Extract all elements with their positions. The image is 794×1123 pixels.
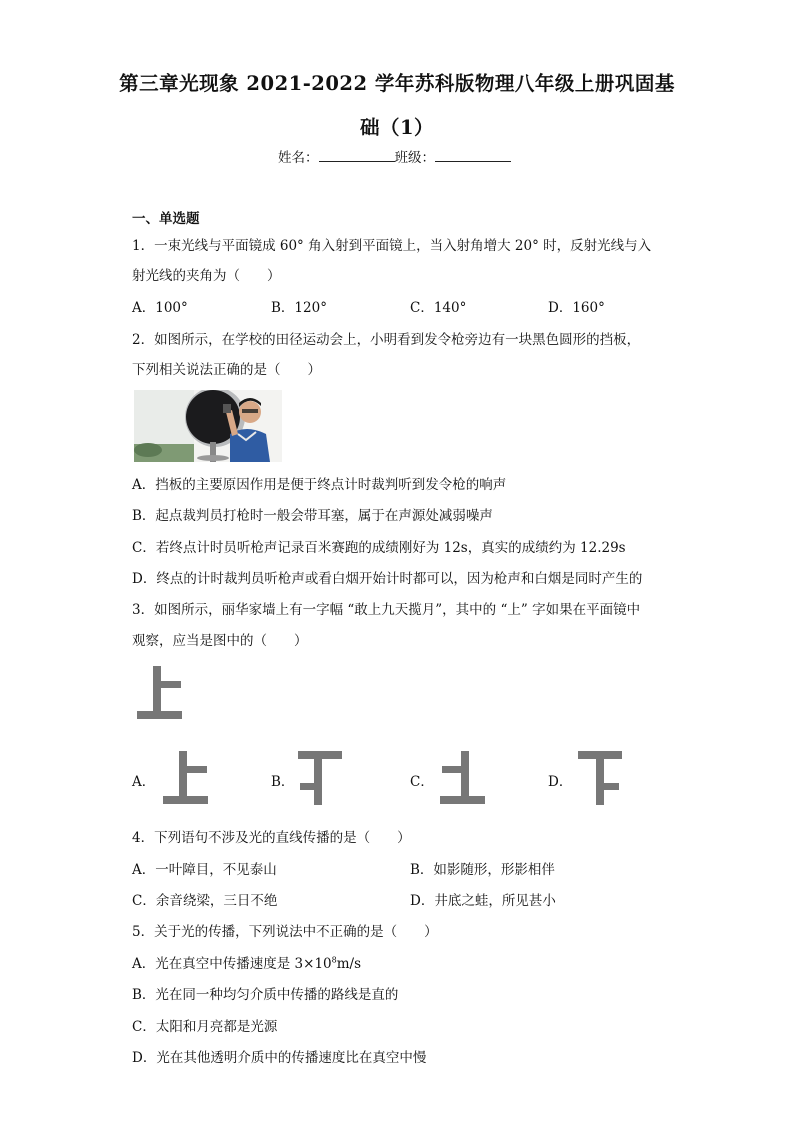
q4-option-d: D．井底之蛙，所见甚小 [410,893,556,909]
class-label: 班级： [394,150,435,166]
q3-option-b-label: B． [271,774,295,790]
original-character-figure [137,666,183,720]
q5-option-b: B．光在同一种均匀介质中传播的路线是直的 [132,987,399,1003]
q1-option-b: B．120° [271,300,327,316]
student-info-row [278,146,511,166]
section-title: 一、单选题 [132,211,200,227]
q5-option-a-exponent: 8 [331,955,337,965]
q1-option-c: C．140° [410,300,467,316]
q1-stem-line1: 1．一束光线与平面镜成 60° 角入射到平面镜上，当入射角增大 20° 时，反射光线与入 [132,238,652,254]
q3-option-a-label: A． [132,774,156,790]
document-title-line1: 第三章光现象 2021-2022 学年苏科版物理八年级上册巩固基 [119,72,675,95]
q1-option-a: A．100° [132,300,188,316]
q5-stem: 5．关于光的传播，下列说法中不正确的是（ ） [132,924,438,940]
q3-option-a-figure [163,751,209,805]
q1-option-d: D．160° [548,300,605,316]
document-title-line2: 础（1） [359,116,435,139]
q4-option-c: C．余音绕梁，三日不绝 [132,893,278,909]
q3-option-d-figure [576,751,622,805]
starting-gun-photo [134,390,282,462]
q2-option-a: A．挡板的主要原因作用是便于终点计时裁判听到发令枪的响声 [132,477,507,493]
q3-stem-line1: 3．如图所示，丽华家墙上有一字幅 “敢上九天揽月”，其中的 “上” 字如果在平面镜中 [132,602,641,618]
class-blank[interactable] [435,149,511,162]
q3-option-c-figure [440,751,486,805]
q5-option-c: C．太阳和月亮都是光源 [132,1019,278,1035]
name-label: 姓名： [278,150,319,166]
q3-option-c-label: C． [410,774,434,790]
q2-option-b: B．起点裁判员打枪时一般会带耳塞，属于在声源处减弱噪声 [132,508,493,524]
q2-option-c: C．若终点计时员听枪声记录百米赛跑的成绩刚好为 12s，真实的成绩约为 12.29s [132,540,626,556]
q5-option-a-prefix: A．光在真空中传播速度是 3×10 [132,956,332,972]
name-blank[interactable] [319,149,395,162]
q3-option-b-figure [298,751,344,805]
q5-option-a [132,952,361,972]
q3-option-d-label: D． [548,774,573,790]
q3-stem-line2: 观察，应当是图中的（ ） [132,633,308,649]
q2-stem-line2: 下列相关说法正确的是（ ） [132,362,321,378]
q2-stem-line1: 2．如图所示，在学校的田径运动会上，小明看到发令枪旁边有一块黑色圆形的挡板， [132,332,641,348]
q5-option-a-unit: m/s [336,956,361,972]
q4-option-a: A．一叶障目，不见泰山 [132,862,277,878]
q2-option-d: D．终点的计时裁判员听枪声或看白烟开始计时都可以，因为枪声和白烟是同时产生的 [132,571,643,587]
q4-stem: 4．下列语句不涉及光的直线传播的是（ ） [132,830,411,846]
q4-option-b: B．如影随形，形影相伴 [410,862,555,878]
q5-option-d: D．光在其他透明介质中的传播速度比在真空中慢 [132,1050,427,1066]
q1-stem-line2: 射光线的夹角为（ ） [132,268,281,284]
